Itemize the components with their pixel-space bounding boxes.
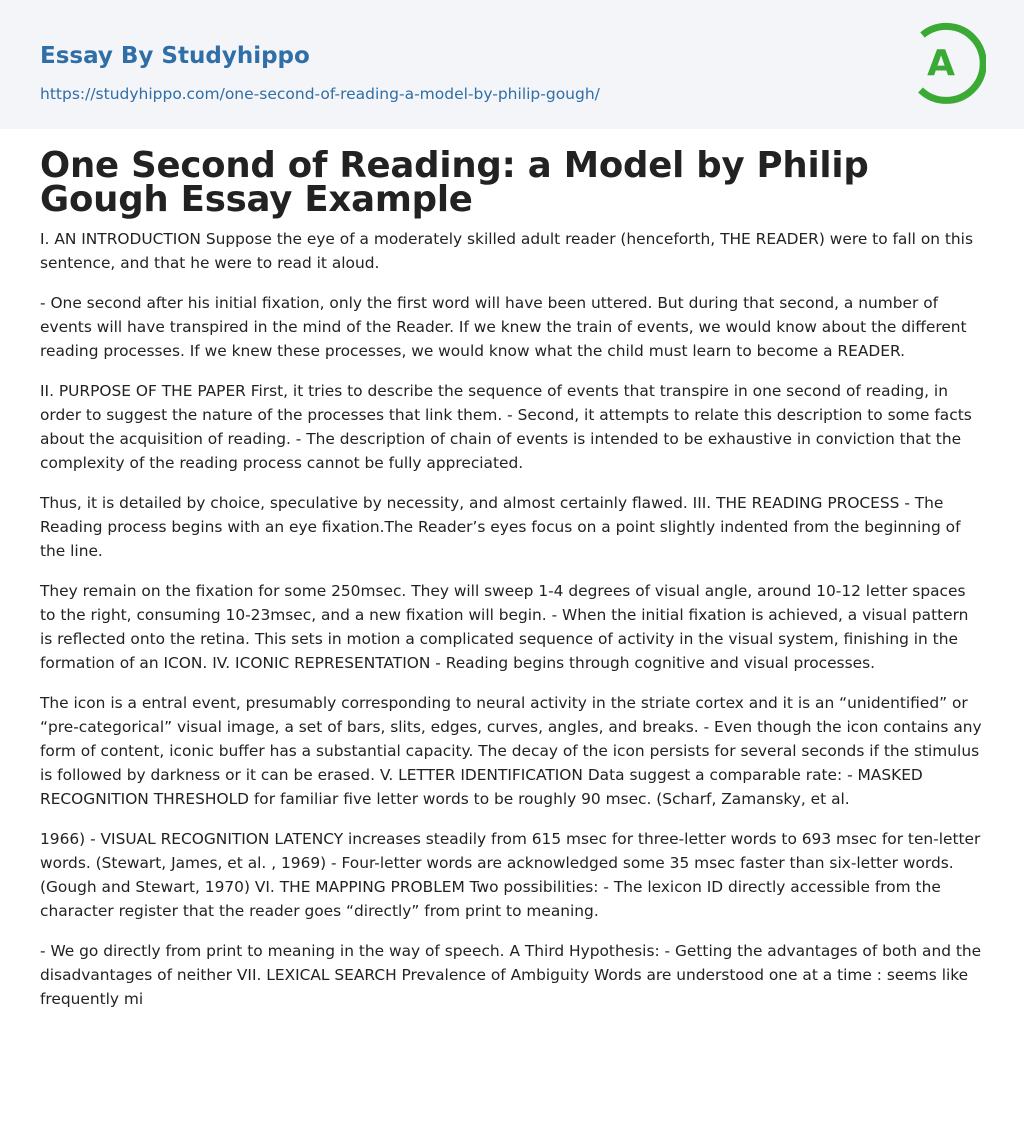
article-title: One Second of Reading: a Model by Philip Gough Essay Example xyxy=(40,145,869,220)
site-header xyxy=(0,0,1024,129)
article-paragraph: The icon is a entral event, presumably corresponding to neural activity in the striate cortex and it is an “unidentified” or “pre-categorical” visual image, a set of bars, slits, edges, curves, angles, and breaks. - Even though the icon contains any form of content, iconic buffer has a substantial capacity. The decay of the icon persists for several seconds if the stimulus is followed by darkness or it can be erased. V. LETTER IDENTIFICATION Data suggest a comparable rate: - MASKED RECOGNITION THRESHOLD for familiar five letter words to be roughly 90 msec. (Scharf, Zamansky, et al. xyxy=(40,694,982,808)
source-url-link[interactable]: https://studyhippo.com/one-second-of-reading-a-model-by-philip-gough/ xyxy=(40,85,600,103)
site-brand[interactable]: Essay By Studyhippo xyxy=(40,43,310,69)
article xyxy=(0,145,1024,1011)
article-paragraph: I. AN INTRODUCTION Suppose the eye of a moderately skilled adult reader (henceforth, THE READER) were to fall on this sentence, and that he were to read it aloud. xyxy=(40,230,973,272)
article-paragraph: - One second after his initial fixation, only the first word will have been uttered. But during that second, a number of events will have transpired in the mind of the Reader. If we knew the train of events, we would know about the different reading processes. If we knew these processes, we would know what the child must learn to become a READER. xyxy=(40,294,967,360)
article-paragraph: Thus, it is detailed by choice, speculative by necessity, and almost certainly flawed. III. THE READING PROCESS - The Reading process begins with an eye fixation.The Reader’s eyes focus on a point slightly indented from the beginning of the line. xyxy=(40,494,961,560)
article-paragraph: They remain on the fixation for some 250msec. They will sweep 1-4 degrees of visual angle, around 10-12 letter spaces to the right, consuming 10-23msec, and a new fixation will begin. - When the initial fixation is achieved, a visual pattern is reflected onto the retina. This sets in motion a complicated sequence of activity in the visual system, finishing in the formation of an ICON. IV. ICONIC REPRESENTATION - Reading begins through cognitive and visual processes. xyxy=(40,582,969,672)
article-paragraph: - We go directly from print to meaning in the way of speech. A Third Hypothesis: - Getting the advantages of both and the disadvantages of neither VII. LEXICAL SEARCH Prevalence of Ambiguity Words are understood one at a time : seems like frequently mi xyxy=(40,942,982,1008)
article-paragraph: 1966) - VISUAL RECOGNITION LATENCY increases steadily from 615 msec for three-letter words to 693 msec for ten-letter words. (Stewart, James, et al. , 1969) - Four-letter words are acknowledged some 35 msec faster than six-letter words. (Gough and Stewart, 1970) VI. THE MAPPING PROBLEM Two possibilities: - The lexicon ID directly accessible from the character register that the reader goes “directly” from print to meaning. xyxy=(40,830,981,920)
article-paragraph: II. PURPOSE OF THE PAPER First, it tries to describe the sequence of events that transpire in one second of reading, in order to suggest the nature of the processes that link them. - Second, it attempts to relate this description to some facts about the acquisition of reading. - The description of chain of events is intended to be exhaustive in conviction that the complexity of the reading process cannot be fully appreciated. xyxy=(40,382,972,472)
logo-letter: A xyxy=(927,43,955,84)
studyhippo-logo-icon[interactable] xyxy=(912,19,986,105)
